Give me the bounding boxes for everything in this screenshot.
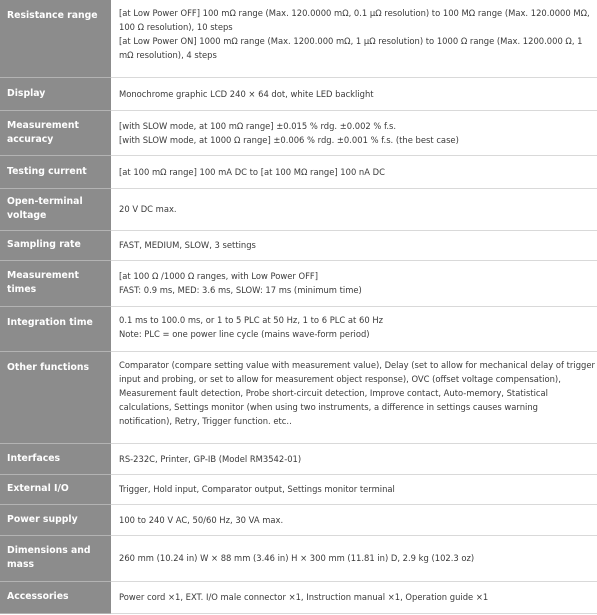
spec-row-sampling-rate [0, 230, 597, 260]
spec-value-line: Note: PLC = one power line cycle (mains wave-form period) [119, 328, 370, 339]
spec-value [111, 351, 597, 443]
spec-value [111, 110, 597, 155]
spec-value [111, 230, 597, 260]
spec-value-line: RS-232C, Printer, GP-IB (Model RM3542-01) [119, 453, 302, 464]
spec-value [111, 306, 597, 351]
spec-row-measurement-times [0, 260, 597, 306]
spec-value-line: Power cord ×1, EXT. I/O male connector ×1, Instruction manual ×1, Operation guide ×1 [119, 592, 489, 602]
spec-label: Power supply [0, 504, 111, 535]
spec-value-line: FAST: 0.9 ms, MED: 3.6 ms, SLOW: 17 ms (minimum time) [119, 285, 362, 295]
spec-value [111, 535, 597, 581]
spec-label: Testing current [0, 155, 111, 188]
spec-value-line: [at 100 mΩ range] 100 mA DC to [at 100 MΩ range] 100 nA DC [119, 166, 385, 177]
spec-row-external-io [0, 474, 597, 504]
spec-row-display [0, 77, 597, 110]
spec-label: Open-terminal voltage [0, 188, 111, 230]
spec-value [111, 188, 597, 230]
spec-label: Resistance range [0, 0, 111, 77]
spec-value [111, 443, 597, 474]
spec-label: Measurement accuracy [0, 110, 111, 155]
spec-row-power-supply [0, 504, 597, 535]
spec-row-other-functions [0, 351, 597, 443]
spec-row-measurement-accuracy [0, 110, 597, 155]
spec-value-line: [at 100 Ω /1000 Ω ranges, with Low Power OFF] [119, 271, 319, 281]
spec-value-line: 100 Ω resolution), 10 steps [119, 22, 233, 32]
spec-label: Accessories [0, 581, 111, 613]
spec-row-integration-time [0, 306, 597, 351]
spec-row-open-terminal-voltage [0, 188, 597, 230]
spec-row-testing-current [0, 155, 597, 188]
spec-label: Sampling rate [0, 230, 111, 260]
spec-value [111, 0, 597, 77]
spec-value-line: 100 to 240 V AC, 50/60 Hz, 30 VA max. [119, 514, 284, 525]
spec-row-resistance-range [0, 0, 597, 77]
spec-value-line: 0.1 ms to 100.0 ms, or 1 to 5 PLC at 50 Hz, 1 to 6 PLC at 60 Hz [119, 314, 384, 325]
spec-value-line: [at Low Power OFF] 100 mΩ range (Max. 120.0000 mΩ, 0.1 μΩ resolution) to 100 MΩ range (Max. 120.0000 MΩ, [119, 8, 590, 18]
spec-value-line: input and probing, or set to allow for measurement object response), OVC (offset voltage compensation), [119, 373, 561, 384]
spec-label: Dimensions and mass [0, 535, 111, 581]
spec-label: Other functions [0, 351, 111, 443]
spec-row-accessories [0, 581, 597, 613]
spec-value-line: Measurement fault detection, Probe short-circuit detection, Improve contact, Auto-memory, Statistical [119, 387, 548, 398]
spec-value [111, 504, 597, 535]
spec-value-line: [with SLOW mode, at 100 mΩ range] ±0.015 % rdg. ±0.002 % f.s. [119, 120, 397, 131]
spec-value-line: calculations, Settings monitor (when using two instruments, a difference in settings causes warning [119, 401, 538, 412]
spec-label: External I/O [0, 474, 111, 504]
spec-value [111, 474, 597, 504]
spec-value-line: 20 V DC max. [119, 204, 177, 214]
spec-label: Integration time [0, 306, 111, 351]
spec-label: Display [0, 77, 111, 110]
spec-value-line: mΩ resolution), 4 steps [119, 50, 217, 60]
spec-row-interfaces [0, 443, 597, 474]
spec-label: Measurement times [0, 260, 111, 306]
spec-label: Interfaces [0, 443, 111, 474]
spec-value [111, 260, 597, 306]
spec-value [111, 155, 597, 188]
spec-value-line: notification), Retry, Trigger function. etc.. [119, 415, 292, 426]
spec-value-line: Comparator (compare setting value with measurement value), Delay (set to allow for mechanical delay of trigger [119, 359, 595, 370]
spec-value-line: Monochrome graphic LCD 240 × 64 dot, white LED backlight [119, 88, 374, 99]
spec-value-line: [at Low Power ON] 1000 mΩ range (Max. 1200.000 mΩ, 1 μΩ resolution) to 1000 Ω range (Max. 1200.000 Ω, 1 [119, 36, 583, 46]
spec-value [111, 581, 597, 613]
spec-value [111, 77, 597, 110]
spec-row-dimensions-and-mass [0, 535, 597, 581]
spec-value-line: 260 mm (10.24 in) W × 88 mm (3.46 in) H × 300 mm (11.81 in) D, 2.9 kg (102.3 oz) [119, 553, 475, 563]
spec-value-line: [with SLOW mode, at 1000 Ω range] ±0.006 % rdg. ±0.001 % f.s. (the best case) [119, 134, 459, 145]
spec-value-line: FAST, MEDIUM, SLOW, 3 settings [119, 240, 256, 250]
spec-value-line: Trigger, Hold input, Comparator output, Settings monitor terminal [119, 484, 395, 494]
